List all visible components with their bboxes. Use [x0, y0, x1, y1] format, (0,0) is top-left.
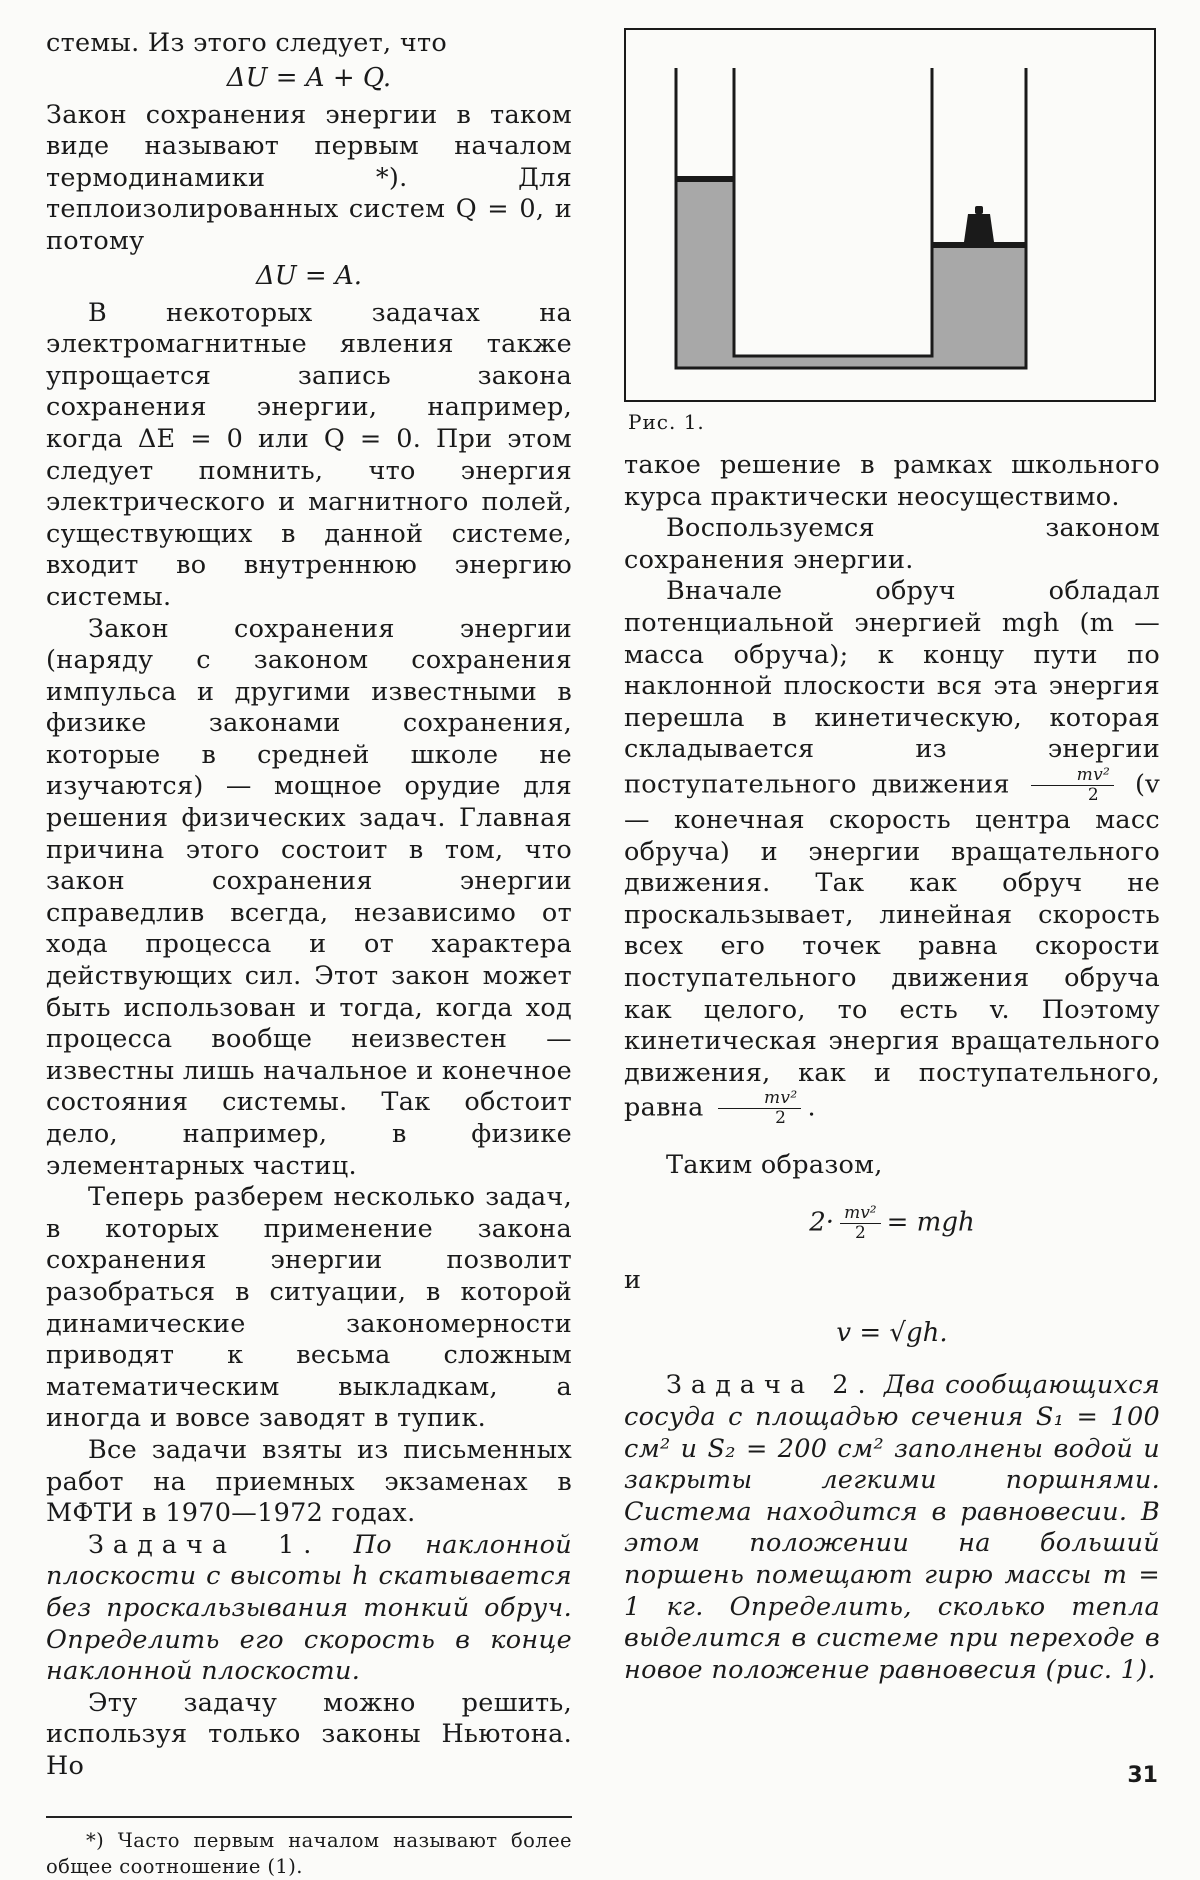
paragraph: Закон сохранения энергии в таком виде называют первым началом термодинамики *). Для теплоизолированных систем Q = 0, и потому — [46, 99, 572, 256]
equation-velocity: v = √gh. — [836, 1318, 948, 1349]
fraction-denominator: 2 — [775, 1108, 787, 1129]
text-run: Вначале обруч обладал потенциальной энергией mgh (m — масса обруча); к концу пути по наклонной плоскости вся эта энергия перешла в кинетическую, которая складывается из энергии поступательного движения — [624, 576, 1160, 800]
conjunction: и — [624, 1264, 642, 1295]
vessel-inner-wall — [734, 68, 932, 356]
paragraph: такое решение в рамках школьного курса практически неосуществимо. — [624, 450, 1160, 512]
formula-energy-2: ΔU = A. — [255, 260, 363, 291]
page-number: 31 — [1127, 1763, 1158, 1788]
fraction-numerator: mv² — [840, 1204, 881, 1224]
paragraph: Таким образом, — [666, 1150, 883, 1181]
fraction-numerator: mv² — [1031, 766, 1114, 786]
right-column — [624, 28, 1160, 1686]
figure-communicating-vessels — [624, 28, 1156, 402]
paragraph: Теперь разберем несколько задач, в которых применение закона сохранения энергии позволит разобраться в ситуации, в которой динамические закономерности приводят к весьма сложным математическим выкладкам, а иногда и вовсе заводят в тупик. — [46, 1182, 572, 1434]
footnote: *) Часто первым началом называют более общее соотношение (1). — [46, 1829, 572, 1879]
weight-icon — [964, 206, 994, 242]
left-column — [46, 28, 572, 1880]
paragraph: В некоторых задачах на электромагнитные явления также упрощается запись закона сохранения энергии, например, когда ΔE = 0 или Q = 0. При этом следует помнить, что энергия электрического и магнитного полей, существующих в данной системе, входит во внутреннюю энергию системы. — [46, 297, 572, 612]
task-2-text: Два сообщающихся сосуда с площадью сечения S₁ = 100 см² и S₂ = 200 см² заполнены водой и закрыты легкими поршнями. Система находится в равновесии. В этом положении на больший поршень помещают гирю массы m = 1 кг. Определить, сколько тепла выделится в системе при переходе в новое положение равновесия (рис. 1). — [624, 1370, 1160, 1685]
paragraph: стемы. Из этого следует, что — [46, 28, 448, 58]
equation-energy-balance — [624, 1204, 1160, 1243]
fraction-kinetic-rot — [718, 1089, 801, 1128]
paragraph: Вначале обруч обладал потенциальной энергией mgh (m — масса обруча); к концу пути по наклонной плоскости вся эта энергия перешла в кинетическую, которая складывается из энергии поступательного движения $\frac{\text{mv²}}{2}$ (v — конечная скорость центра масс обруча) и энергии вращательного движения. Так как обруч не проскальзывает, линейная скорость всех его точек равна скорости поступательного движения обруча как целого, то есть v. Поэтому кинетическая энергия вращательного движения, как и поступательного, равна $\frac{\text{mv²}}{2}$ . — [624, 576, 1160, 1129]
paragraph: Воспользуемся законом сохранения энергии. — [624, 513, 1160, 575]
fraction-numerator: mv² — [718, 1089, 801, 1109]
eq-prefix: 2· — [809, 1207, 835, 1238]
paragraph: Эту задачу можно решить, используя только законы Ньютона. Но — [46, 1687, 572, 1781]
fraction-denominator: 2 — [854, 1222, 866, 1243]
task-1 — [46, 1530, 572, 1688]
figure-caption: Рис. 1. — [628, 410, 705, 434]
task-1-text: По наклонной плоскости с высоты h скатывается без проскальзывания тонкий обруч. Определить его скорость в конце наклонной плоскости. — [46, 1529, 573, 1687]
task-2-label: Задача 2. — [666, 1370, 875, 1401]
fraction-kinetic-eq — [840, 1204, 881, 1243]
formula-energy-1: ΔU = A + Q. — [226, 62, 392, 93]
paragraph: Закон сохранения энергии (наряду с законом сохранения импульса и другими известными в физике законами сохранения, которые в средней школе не изучаются) — мощное орудие для решения физических задач. Главная причина этого состоит в том, что закон сохранения энергии справедлив всегда, независимо от хода процесса и от характера действующих сил. Этот закон может быть использован и тогда, когда ход процесса вообще неизвестен — известны лишь начальное и конечное состояния системы. Так обстоит дело, например, в физике элементарных частиц. — [46, 613, 572, 1181]
text-run: (v — конечная скорость центра масс обруча) и энергии вращательного движения. Так как обруч не проскальзывает, линейная скорость всех его точек равна скорости поступательного движения обруча как целого, то есть v. Поэтому кинетическая энергия вращательного движения, как и поступательного, равна — [624, 769, 1160, 1123]
large-piston — [932, 242, 1026, 248]
eq-suffix: = mgh — [886, 1207, 975, 1238]
fraction-denominator: 2 — [1087, 784, 1099, 805]
task-2 — [624, 1370, 1160, 1686]
fraction-kinetic — [1031, 766, 1114, 805]
small-piston — [676, 176, 734, 182]
task-1-label: Задача 1. — [88, 1529, 321, 1560]
footnote-divider — [46, 1816, 572, 1818]
paragraph: Все задачи взяты из письменных работ на приемных экзаменах в МФТИ в 1970—1972 годах. — [46, 1434, 572, 1529]
water-fill — [676, 180, 1026, 368]
